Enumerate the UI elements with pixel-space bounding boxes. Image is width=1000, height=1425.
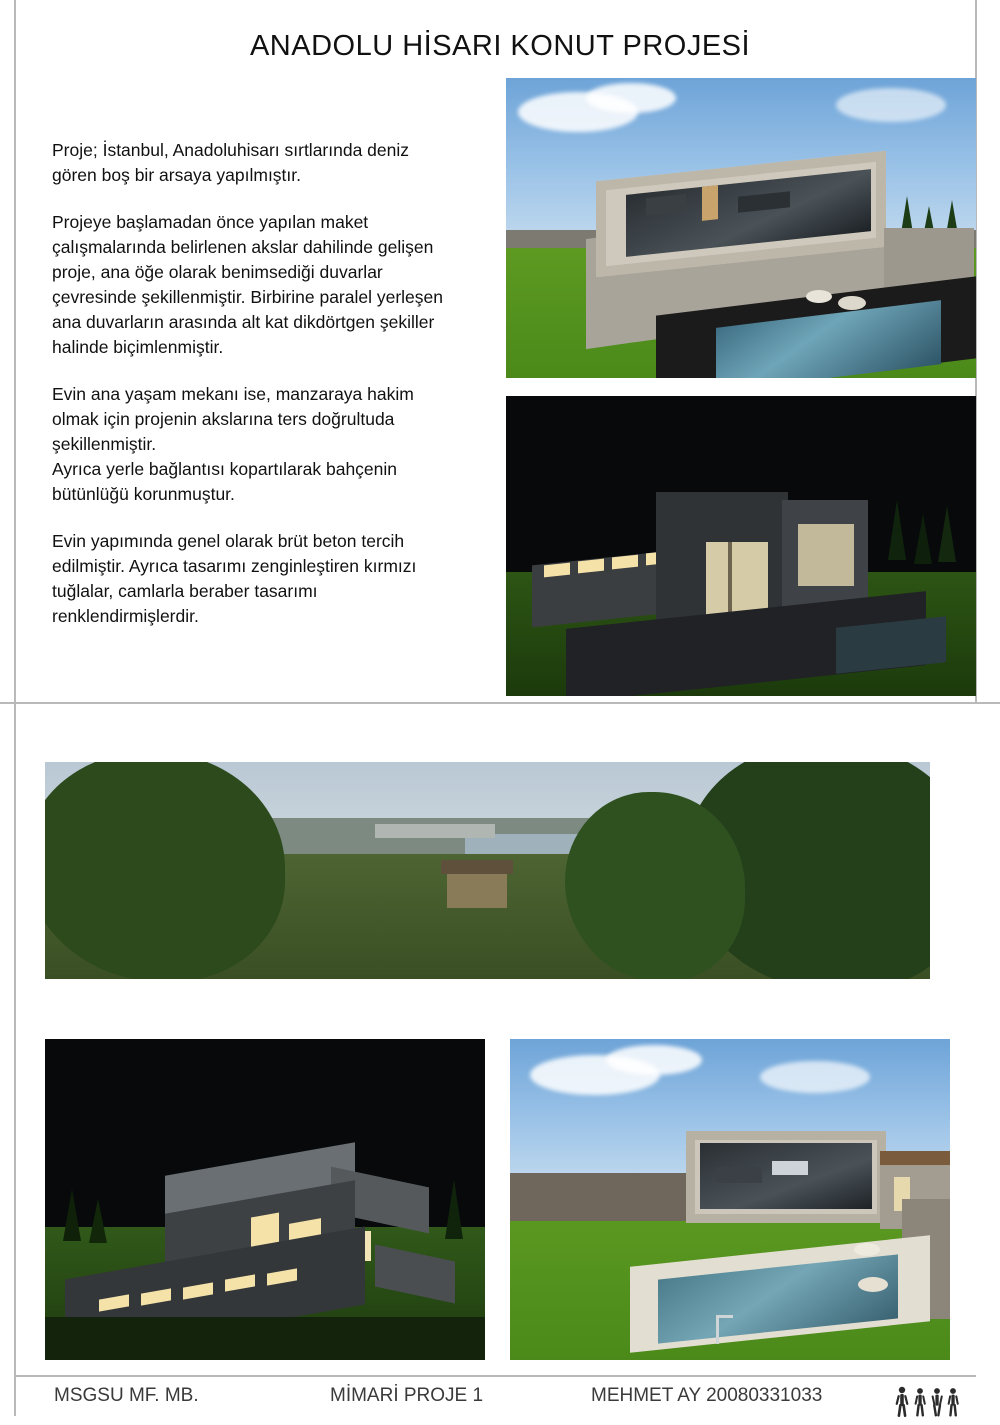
small-structure: [447, 872, 507, 908]
cloud-icon: [836, 88, 946, 122]
small-structure-roof: [441, 860, 513, 874]
tree-icon: [914, 514, 932, 564]
paragraph-1: Proje; İstanbul, Anadoluhisarı sırtlarında deniz gören boş bir arsaya yapılmıştır.: [52, 140, 410, 185]
footer-course: MİMARİ PROJE 1: [330, 1385, 484, 1406]
site-photograph-bosphorus: [45, 762, 930, 979]
render-night-exterior: [506, 396, 976, 696]
footer: [14, 1377, 976, 1416]
paragraph-3: Evin ana yaşam mekanı ise, manzaraya hakim olmak için projenin akslarına ters doğrultuda şekillenmiştir.: [52, 384, 414, 454]
window-mullion: [728, 542, 732, 616]
interior-furniture: [772, 1161, 808, 1175]
page-title: ANADOLU HİSARI KONUT PROJESİ: [249, 30, 751, 62]
description-text: [52, 138, 452, 651]
interior-light: [798, 524, 854, 586]
paragraph-5: Evin yapımında genel olarak brüt beton tercih edilmiştir. Ayrıca tasarımı zenginleştiren kırmızı tuğlalar, camlarla beraber tasarımı renklendirmişlerdir.: [52, 531, 417, 626]
brick-band: [880, 1151, 950, 1165]
foreground-foliage: [565, 792, 745, 979]
tree-icon: [888, 500, 906, 560]
cloud-icon: [586, 83, 676, 113]
pool-furniture: [854, 1243, 880, 1256]
pool-ladder: [716, 1315, 733, 1344]
tree-icon: [445, 1179, 463, 1239]
distant-buildings: [375, 824, 495, 838]
glass-entry-light: [706, 542, 768, 616]
tree-icon: [89, 1199, 107, 1243]
render-day-pool-aerial: [510, 1039, 950, 1360]
foreground-terrain: [45, 1317, 485, 1360]
people-icon: [894, 1385, 964, 1419]
interior-partition: [702, 185, 718, 221]
tree-icon: [938, 506, 956, 562]
footer-school: MSGSU MF. MB.: [54, 1385, 199, 1406]
paragraph-2: Projeye başlamadan önce yapılan maket çalışmalarında belirlenen akslar dahilinde gelişen proje, ana öğe olarak benimsediği duvarlar çevresinde şekillenmiştir. Birbirine paralel yerleşen ana duvarların arasında alt kat dikdörtgen şekiller halinde biçimlenmiştir.: [52, 212, 443, 357]
frame-rule-left-bottom: [14, 703, 16, 1416]
cloud-icon: [606, 1045, 702, 1075]
retaining-wall: [510, 1173, 690, 1221]
tree-icon: [63, 1189, 81, 1241]
render-night-aerial: [45, 1039, 485, 1360]
foreground-foliage: [45, 762, 285, 979]
pool-furniture: [838, 296, 866, 310]
cloud-icon: [760, 1061, 870, 1093]
paragraph-4: Ayrıca yerle bağlantısı kopartılarak bahçenin bütünlüğü korunmuştur.: [52, 459, 398, 504]
footer-author: MEHMET AY 20080331033: [591, 1385, 823, 1406]
render-day-pool-exterior: [506, 78, 976, 378]
pool-furniture: [858, 1277, 888, 1292]
frame-rule-middle: [0, 702, 1000, 704]
pool-furniture: [806, 290, 832, 303]
frame-rule-left-top: [14, 0, 16, 703]
interior-furniture: [716, 1167, 762, 1183]
